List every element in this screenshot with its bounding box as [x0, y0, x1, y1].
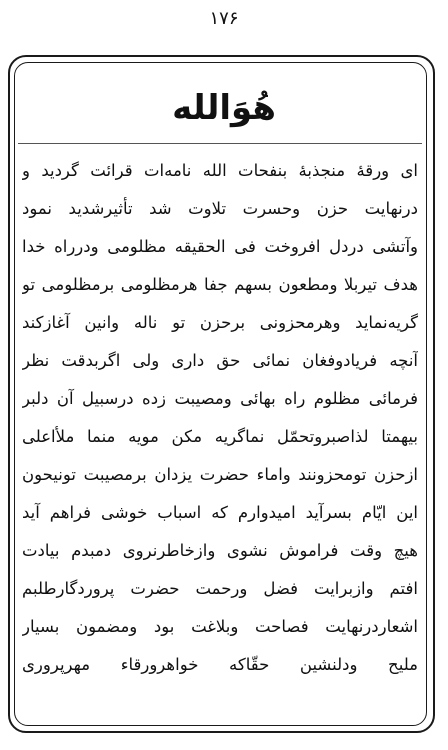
text-line-9: ازحزن تومحزونند واماء حضرت یزدان برمصیبت تونیحون — [22, 465, 418, 484]
page-number: ۱۷۶ — [209, 8, 239, 29]
text-line-8: بیهمتا لذاصبروتحمّل نماگریه مکن مویه منما ملأاعلی — [22, 427, 418, 446]
text-line-4: هدف تیربلا ومطعون بسهم جفا هرمظلومی برمظلومی تو — [22, 275, 418, 294]
heading-divider — [18, 143, 422, 144]
text-line-11: هیچ وقت فراموش نشوی وازخاطرنروی دمبدم بیادت — [22, 541, 418, 560]
text-line-10: این ایّام بسرآید امیدوارم که اسباب خوشی فراهم آید — [22, 503, 418, 522]
text-line-7: فرمائی مظلوم راه بهائی ومصیبت زده درسبیل آن دلبر — [22, 389, 418, 408]
text-line-12: افتم وازبرایت فضل ورحمت حضرت پروردگارطلبم — [22, 579, 418, 598]
text-line-1: ای ورقهٔ منجذبهٔ بنفحات الله نامه‌ات قرائت گردید و — [22, 161, 418, 180]
text-line-5: گریه‌نماید وهرمحزونی برحزن تو ناله وانین آغازکند — [22, 313, 418, 332]
text-line-2: درنهایت حزن وحسرت تلاوت شد تأثیرشدید نمود — [22, 199, 418, 218]
text-line-14: ملیح ودلنشین حقّاکه خواهرورقاء مهرپروری — [22, 655, 418, 674]
text-line-6: آنچه فریادوفغان نمائی حق داری ولی اگربدقت نظر — [22, 351, 418, 370]
text-line-13: اشعاردرنهایت فصاحت وبلاغت بود ومضمون بسیار — [22, 617, 418, 636]
page-heading: هُوَالله — [172, 88, 276, 128]
text-line-3: وآتشی دردل افروخت فی الحقیقه مظلومی ودرراه خدا — [22, 237, 418, 256]
